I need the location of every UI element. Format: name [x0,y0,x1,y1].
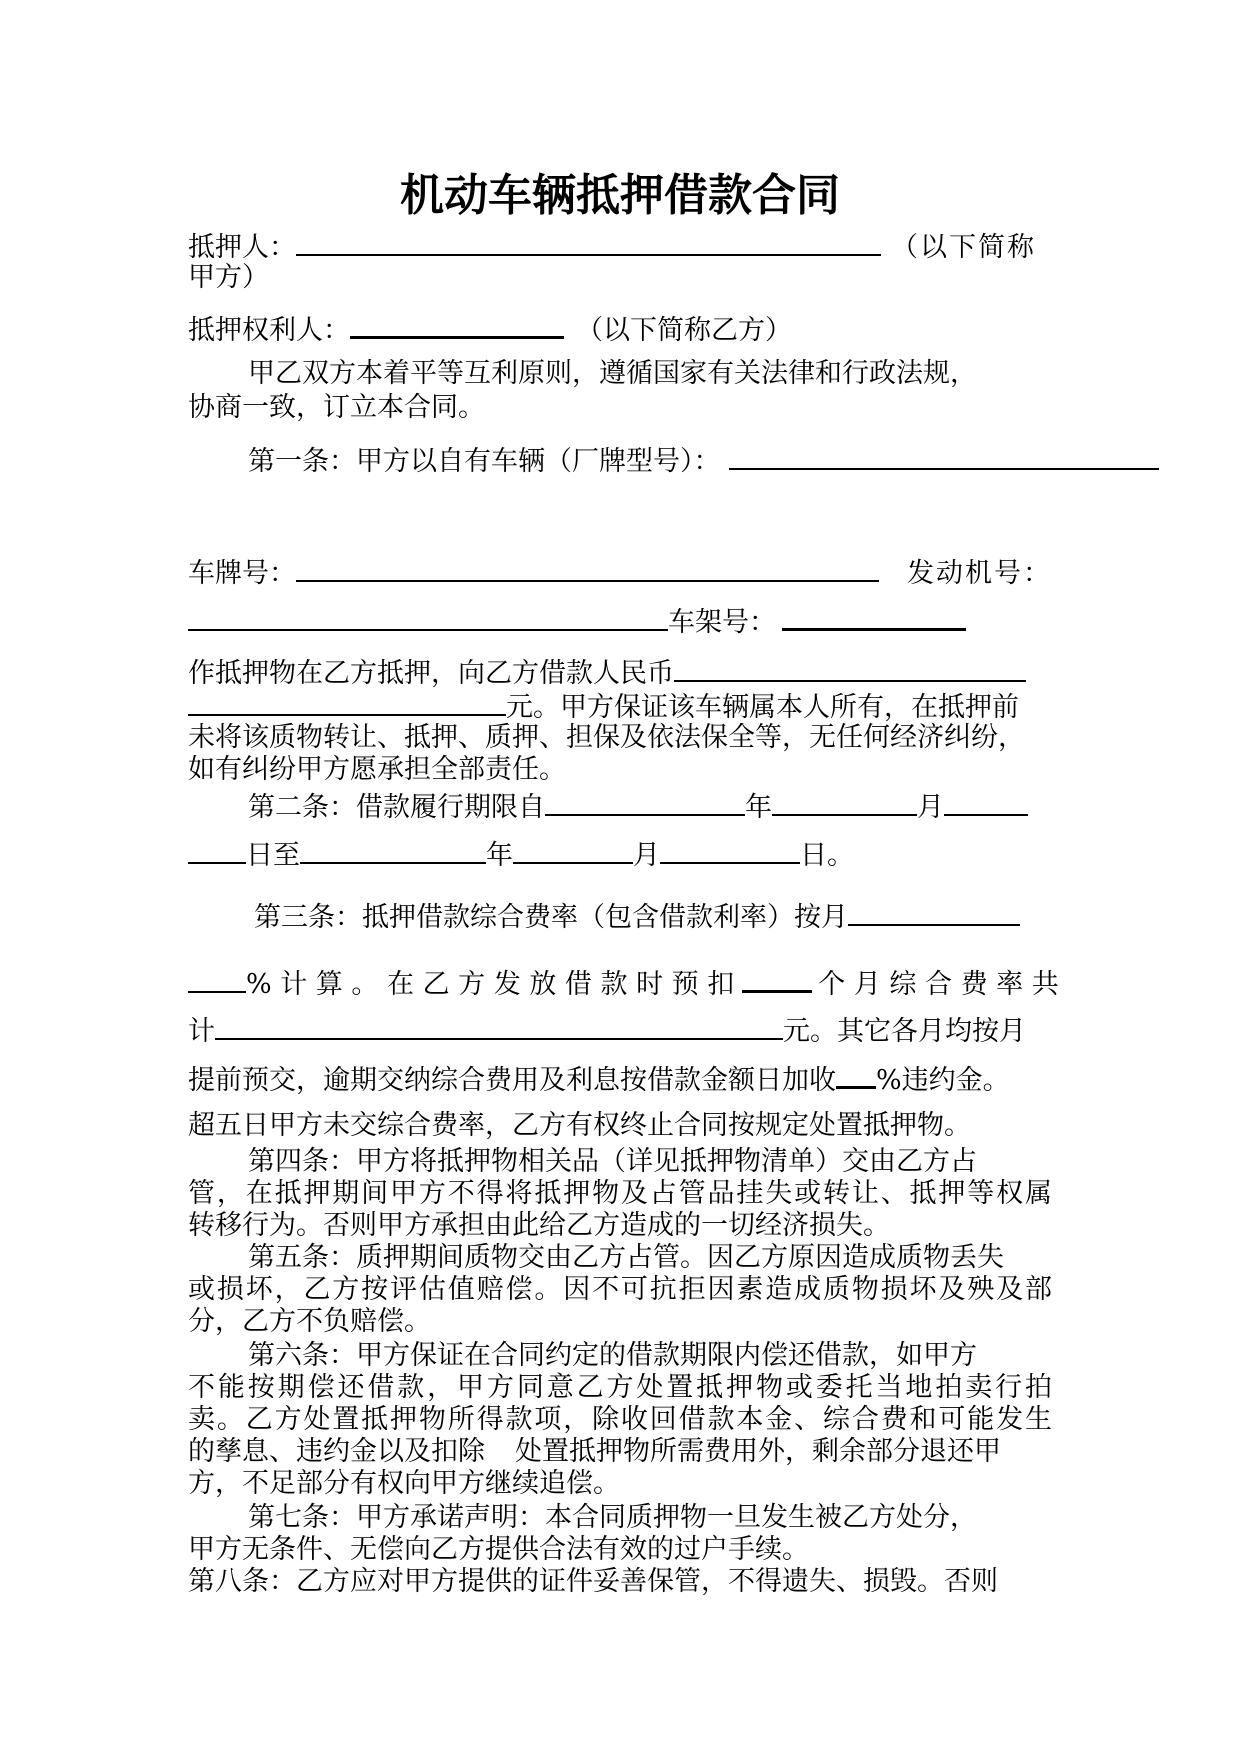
monthly-rate-blank [848,896,1020,926]
article-4-line-2: 管，在抵押期间甲方不得将抵押物及占管品挂失或转让、抵押等权属 [188,1178,1052,1209]
start-month-blank [772,786,917,816]
mortgagor-suffix-cont: 甲方） [188,262,269,293]
article-5-line-1: 第五条：质押期间质物交由乙方占管。因乙方原因造成质物丢失 [248,1242,1004,1273]
vehicle-model-blank [729,440,1159,470]
year-unit-2: 年 [486,840,513,871]
article-7-line-1: 第七条：甲方承诺声明：本合同质押物一旦发生被乙方处分， [248,1502,977,1533]
article-6-line-2: 不能按期偿还借款，甲方同意乙方处置抵押物或委托当地拍卖行拍 [188,1372,1052,1403]
article-6-line-1: 第六条：甲方保证在合同约定的借款期限内偿还借款，如甲方 [248,1340,977,1371]
article-6-line-3: 卖。乙方处置抵押物所得款项，除收回借款本金、综合费和可能发生 [188,1404,1052,1435]
penalty-suffix: %违约金。 [876,1065,1010,1096]
months-total-text: 个 月 综 合 费 率 共 [818,969,1059,1000]
article-5-line-3: 分，乙方不负赔偿。 [188,1306,431,1337]
document-title: 机动车辆抵押借款合同 [400,170,840,221]
monthly-rate-blank-cont [188,963,246,993]
article-6-line-4a: 的孳息、违约金以及扣除 [188,1436,485,1467]
loan-amount-blank [674,652,1026,682]
article-6-line-5: 方，不足部分有权向甲方继续追偿。 [188,1468,620,1499]
chassis-label: 车架号： [668,607,776,638]
start-day-blank [944,786,1028,816]
total-fee-blank [215,1010,783,1040]
pledge-text: 作抵押物在乙方抵押，向乙方借款人民币 [188,658,674,689]
article-3-line-1 [254,896,1020,936]
preamble-line-1: 甲乙双方本着平等互利原则，遵循国家有关法律和行政法规， [248,358,977,389]
mortgagee-suffix: （以下简称乙方） [576,315,792,346]
loan-amount-blank-cont [188,686,506,716]
article-2-line-2 [188,834,854,874]
article-3-line-4 [188,1058,1010,1099]
prepaid-months-blank [742,962,812,993]
article-2-line-1 [248,786,1028,826]
month-unit-2: 月 [633,840,660,871]
article-4-line-3: 转移行为。否则甲方承担由此给乙方造成的一切经济损失。 [188,1210,890,1241]
day-to-text: 日至 [246,840,300,871]
preamble-line-2: 协商一致，订立本合同。 [188,392,485,423]
mortgagor-name-blank [296,226,881,256]
year-unit: 年 [745,792,772,823]
article-1-lead [248,440,1159,480]
article-3-lead: 第三条：抵押借款综合费率（包含借款利率）按月 [254,902,848,933]
article-8-line-1: 第八条：乙方应对甲方提供的证件妥善保管，不得遗失、损毁。否则 [188,1566,998,1597]
article-7-line-2: 甲方无条件、无偿向乙方提供合法有效的过户手续。 [188,1534,809,1565]
article-5-line-2: 或损坏，乙方按评估值赔偿。因不可抗拒因素造成质物损坏及殃及部 [188,1274,1052,1305]
chassis-line [188,600,966,641]
article-1-line-4: 如有纠纷甲方愿承担全部责任。 [188,754,566,785]
article-3-line-2 [188,962,1059,1003]
article-6-line-4b: 处置抵押物所需费用外，剩余部分退还甲 [515,1436,1001,1467]
article-6-line-4 [188,1434,1001,1470]
mortgagee-label: 抵押权利人： [188,315,350,346]
mortgagor-line [188,226,1036,266]
penalty-rate-blank [836,1058,876,1089]
article-4-line-1: 第四条：甲方将抵押物相关品（详见抵押物清单）交由乙方占 [248,1146,977,1177]
article-3-line-5: 超五日甲方未交综合费率，乙方有权终止合同按规定处置抵押物。 [188,1110,971,1141]
pct-calc-text: % 计 算 。 在 乙 方 发 放 借 款 时 预 扣 [246,969,735,1000]
article-3-line-3 [188,1010,1026,1050]
chassis-number-blank [782,600,966,631]
article-2-lead: 第二条：借款履行期限自 [248,792,545,823]
day-end-text: 日。 [800,840,854,871]
mortgagee-name-blank [350,308,564,339]
month-unit: 月 [917,792,944,823]
article-1-lead-text: 第一条：甲方以自有车辆（厂牌型号）： [248,446,721,477]
ji-text: 计 [188,1016,215,1047]
plate-line [188,552,1052,592]
engine-number-blank [188,601,668,631]
plate-label: 车牌号： [188,558,296,589]
yuan-text: 元。甲方保证该车辆属本人所有，在抵押前 [506,692,1019,723]
plate-number-blank [296,552,879,582]
end-year-blank [300,834,486,864]
start-day-blank-cont [188,834,246,864]
mortgagor-label: 抵押人： [188,232,296,263]
late-fee-text: 提前预交，逾期交纳综合费用及利息按借款金额日加收 [188,1065,836,1096]
mortgagor-suffix: （以下简称 [891,232,1036,263]
mortgagee-line [188,308,792,349]
engine-label: 发动机号： [907,558,1052,589]
start-year-blank [545,786,745,816]
end-day-blank [660,834,800,864]
yuan-rest-text: 元。其它各月均按月 [783,1016,1026,1047]
end-month-blank [513,834,633,864]
article-1-line-3: 未将该质物转让、抵押、质押、担保及依法保全等，无任何经济纠纷， [188,722,1025,753]
